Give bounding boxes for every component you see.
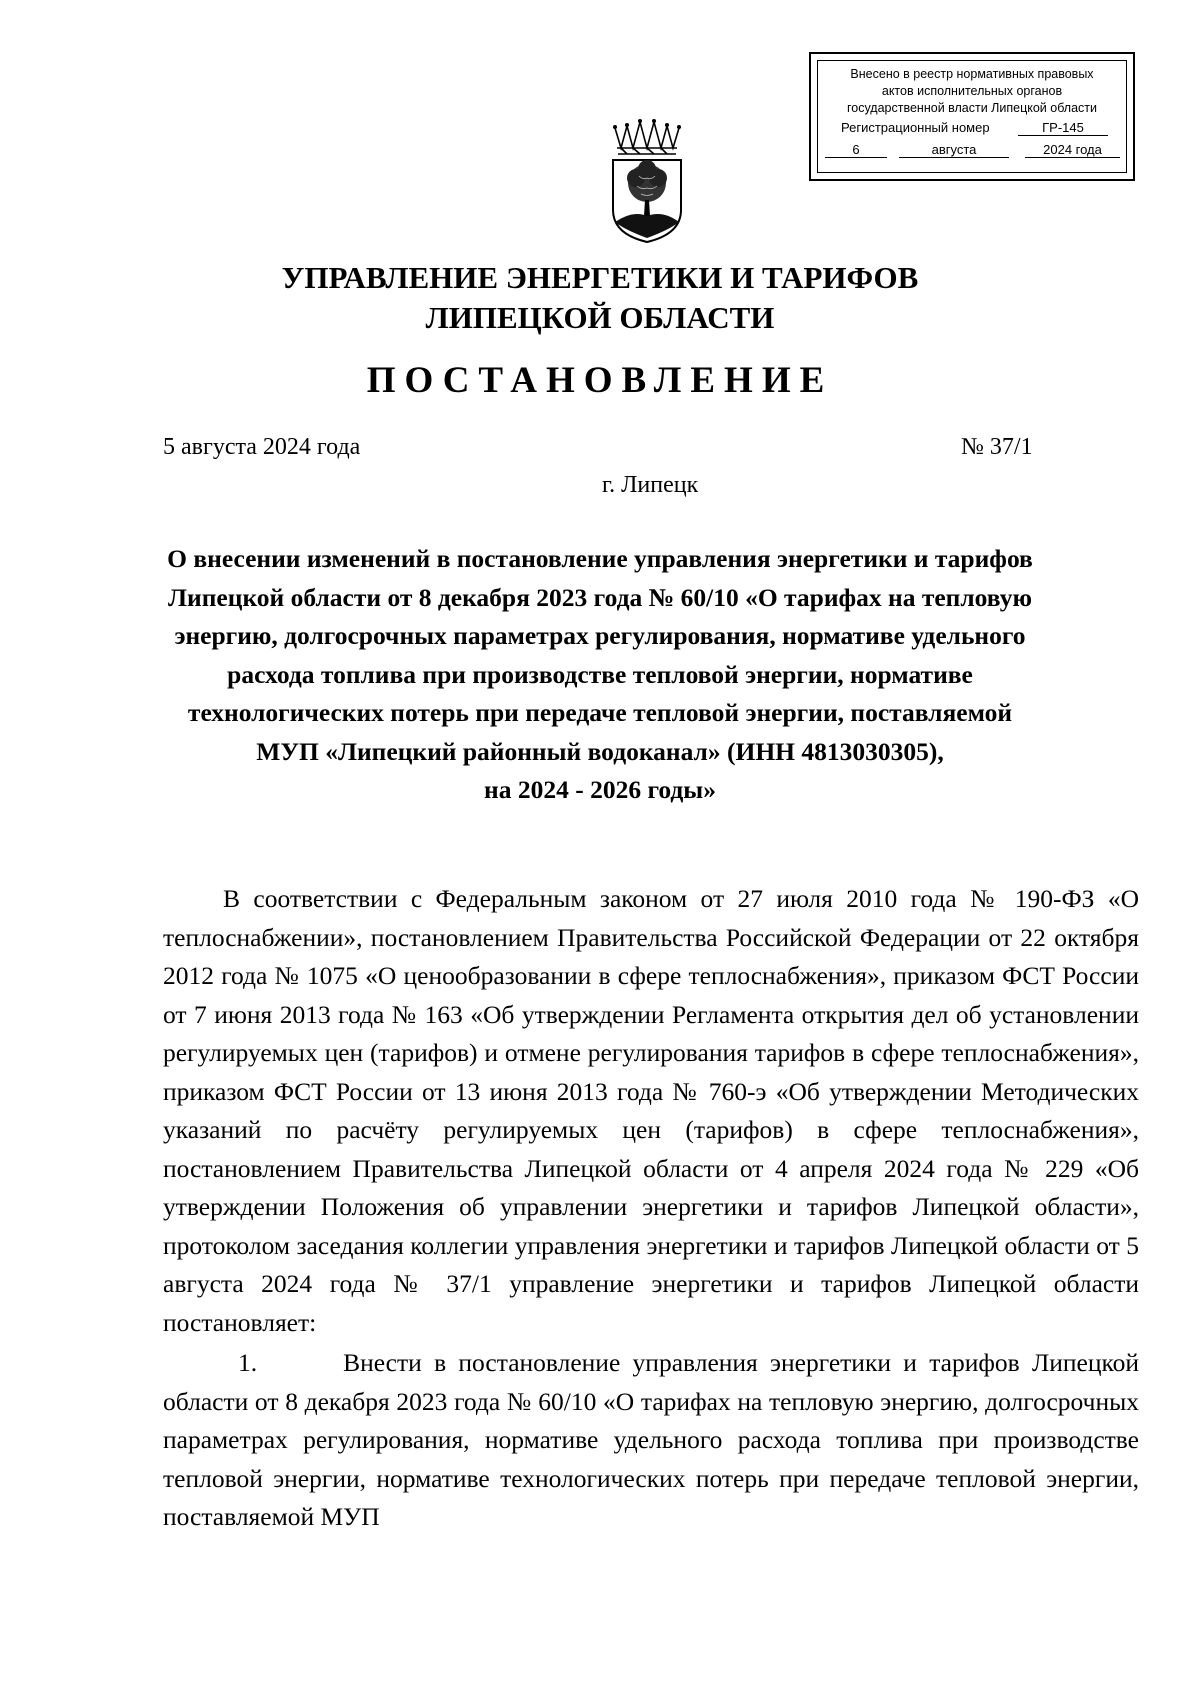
- document-type-heading: ПОСТАНОВЛЕНИЕ: [366, 360, 834, 401]
- document-body: [163, 880, 1139, 1537]
- stamp-day: 6: [825, 142, 887, 158]
- document-city: г. Липецк: [602, 472, 699, 498]
- title-line: Липецкой области от 8 декабря 2023 года № 60/10 «О тарифах на тепловую: [168, 582, 1032, 612]
- stamp-month: августа: [899, 142, 1009, 158]
- stamp-year: 2024 года: [1025, 142, 1120, 158]
- document-date: 5 августа 2024 года: [163, 434, 361, 460]
- stamp-line-2: актов исполнительных органов: [881, 84, 1063, 98]
- item-1-text: Внести в постановление управления энергетики и тарифов Липецкой области от 8 декабря 2023 года № 60/10 «О тарифах на тепловую энергию, долгосрочных параметрах регулирования, нормативе удельного расхода топлива при производстве тепловой энергии, нормативе технологических потерь при передаче тепловой энергии, поставляемой МУП: [163, 1348, 1139, 1531]
- org-name-line-2: ЛИПЕЦКОЙ ОБЛАСТИ: [425, 300, 775, 335]
- preamble-paragraph: В соответствии с Федеральным законом от 27 июля 2010 года № 190-ФЗ «О теплоснабжении», постановлением Правительства Российской Федерации от 22 октября 2012 года № 1075 «О ценообразовании в сфере теплоснабжения», приказом ФСТ России от 7 июня 2013 года № 163 «Об утверждении Регламента открытия дел об установлении регулируемых цен (тарифов) и отмене регулирования тарифов в сфере теплоснабжения», приказом ФСТ России от 13 июня 2013 года № 760-э «Об утверждении Методических указаний по расчёту регулируемых цен (тарифов) в сфере теплоснабжения», постановлением Правительства Липецкой области от 4 апреля 2024 года № 229 «Об утверждении Положения об управлении энергетики и тарифов Липецкой области», протоколом заседания коллегии управления энергетики и тарифов Липецкой области от 5 августа 2024 года № 37/1 управление энергетики и тарифов Липецкой области постановляет:: [163, 884, 1139, 1337]
- title-line: МУП «Липецкий районный водоканал» (ИНН 4813030305),: [256, 736, 944, 766]
- title-line: расхода топлива при производстве тепловой энергии, нормативе: [227, 659, 973, 689]
- item-1-number: 1.: [238, 1348, 258, 1377]
- stamp-line-1: Внесено в реестр нормативных правовых: [850, 67, 1094, 81]
- registry-stamp: [809, 52, 1135, 181]
- stamp-reg-number: ГР-145: [1018, 120, 1108, 136]
- org-name-line-1: УПРАВЛЕНИЕ ЭНЕРГЕТИКИ И ТАРИФОВ: [281, 260, 919, 295]
- title-line: энергию, долгосрочных параметрах регулирования, нормативе удельного: [174, 621, 1026, 650]
- document-title: [150, 540, 1050, 810]
- title-line: на 2024 - 2026 годы»: [484, 775, 716, 804]
- item-1-paragraph: [163, 1344, 1139, 1537]
- title-line: О внесении изменений в постановление управления энергетики и тарифов: [167, 544, 1033, 573]
- stamp-reg-label: Регистрационный номер: [841, 120, 990, 135]
- stamp-line-3: государственной власти Липецкой области: [846, 101, 1098, 115]
- title-line: технологических потерь при передаче тепловой энергии, поставляемой: [187, 698, 1013, 727]
- document-number: № 37/1: [961, 434, 1033, 460]
- coat-of-arms-icon: [609, 118, 685, 244]
